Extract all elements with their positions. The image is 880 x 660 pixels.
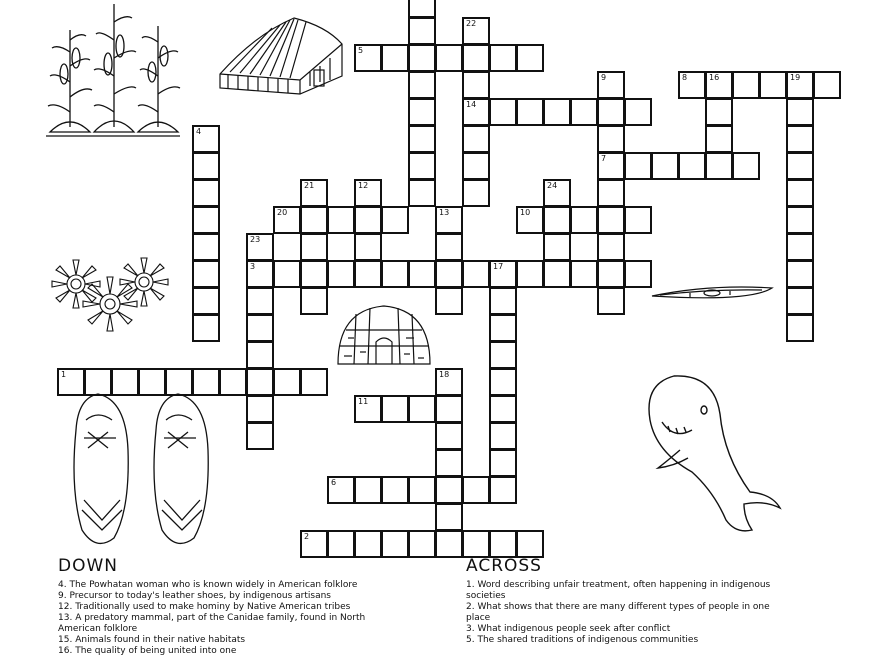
grid-cell[interactable]: [381, 530, 409, 558]
grid-cell[interactable]: [786, 152, 814, 180]
grid-cell[interactable]: [354, 206, 382, 234]
grid-cell[interactable]: [624, 260, 652, 288]
grid-cell[interactable]: [408, 0, 436, 18]
grid-cell[interactable]: [462, 71, 490, 99]
clue-number: 9: [601, 73, 607, 82]
grid-cell[interactable]: [273, 260, 301, 288]
grid-cell[interactable]: [354, 530, 382, 558]
grid-cell[interactable]: [651, 152, 679, 180]
clue-number: 11: [358, 397, 369, 406]
clue-number: 19: [790, 73, 801, 82]
grid-cell[interactable]: [273, 206, 301, 234]
sunflowers-icon: [46, 254, 174, 334]
kayak-icon: [650, 284, 774, 308]
grid-cell[interactable]: [597, 71, 625, 99]
grid-cell[interactable]: [354, 395, 382, 423]
grid-cell[interactable]: [300, 260, 328, 288]
clue-number: 22: [466, 19, 477, 28]
grid-cell[interactable]: [408, 395, 436, 423]
grid-cell[interactable]: [597, 152, 625, 180]
grid-cell[interactable]: [381, 395, 409, 423]
grid-cell[interactable]: [435, 449, 463, 477]
grid-cell[interactable]: [786, 233, 814, 261]
grid-cell[interactable]: [435, 368, 463, 396]
grid-cell[interactable]: [597, 98, 625, 126]
clue-down-15: 15. Animals found in their native habitats: [58, 635, 246, 645]
grid-cell[interactable]: [381, 206, 409, 234]
grid-cell[interactable]: [705, 152, 733, 180]
grid-cell[interactable]: [705, 98, 733, 126]
grid-cell[interactable]: [786, 287, 814, 315]
grid-cell[interactable]: [408, 44, 436, 72]
grid-cell[interactable]: [489, 260, 517, 288]
grid-cell[interactable]: [354, 44, 382, 72]
grid-cell[interactable]: [462, 44, 490, 72]
grid-cell[interactable]: [516, 530, 544, 558]
grid-cell[interactable]: [219, 368, 247, 396]
clue-number: 2: [304, 532, 310, 541]
grid-cell[interactable]: [489, 476, 517, 504]
grid-cell[interactable]: [327, 530, 355, 558]
clue-number: 20: [277, 208, 288, 217]
grid-cell[interactable]: [246, 368, 274, 396]
grid-cell[interactable]: [192, 233, 220, 261]
grid-cell[interactable]: [192, 125, 220, 153]
grid-cell[interactable]: [435, 422, 463, 450]
grid-cell[interactable]: [624, 98, 652, 126]
longhouse-icon: [216, 14, 346, 96]
grid-cell[interactable]: [408, 152, 436, 180]
across-clues: [466, 556, 786, 646]
grid-cell[interactable]: [300, 206, 328, 234]
clue-across-1: 1. Word describing unfair treatment, often happening in indigenous societies: [466, 580, 771, 601]
grid-cell[interactable]: [354, 476, 382, 504]
grid-cell[interactable]: [732, 152, 760, 180]
clue-number: 6: [331, 478, 337, 487]
grid-cell[interactable]: [597, 260, 625, 288]
clue-number: 18: [439, 370, 450, 379]
grid-cell[interactable]: [786, 179, 814, 207]
grid-cell[interactable]: [462, 179, 490, 207]
across-clue-list: [466, 580, 786, 646]
grid-cell[interactable]: [516, 44, 544, 72]
grid-cell[interactable]: [192, 260, 220, 288]
grid-cell[interactable]: [192, 152, 220, 180]
clue-number: 7: [601, 154, 607, 163]
grid-cell[interactable]: [354, 179, 382, 207]
grid-cell[interactable]: [678, 152, 706, 180]
grid-cell[interactable]: [246, 314, 274, 342]
clue-number: 23: [250, 235, 261, 244]
grid-cell[interactable]: [435, 395, 463, 423]
clue-down-16: 16. The quality of being united into one: [58, 646, 237, 656]
grid-cell[interactable]: [543, 233, 571, 261]
clue-number: 24: [547, 181, 558, 190]
grid-cell[interactable]: [300, 179, 328, 207]
grid-cell[interactable]: [597, 233, 625, 261]
grid-cell[interactable]: [462, 530, 490, 558]
clue-down-12: 12. Traditionally used to make hominy by Native American tribes: [58, 602, 351, 612]
grid-cell[interactable]: [246, 233, 274, 261]
grid-cell[interactable]: [435, 233, 463, 261]
clue-down-13: 13. A predatory mammal, part of the Canidae family, found in North American folklore: [58, 613, 366, 634]
grid-cell[interactable]: [462, 17, 490, 45]
down-clue-list: [58, 580, 388, 657]
clue-number: 10: [520, 208, 531, 217]
grid-cell[interactable]: [489, 449, 517, 477]
clue-number: 14: [466, 100, 477, 109]
clue-down-9: 9. Precursor to today's leather shoes, by indigenous artisans: [58, 591, 332, 601]
grid-cell[interactable]: [192, 287, 220, 315]
grid-cell[interactable]: [516, 98, 544, 126]
down-clues: [58, 556, 388, 657]
grid-cell[interactable]: [462, 152, 490, 180]
grid-cell[interactable]: [732, 71, 760, 99]
grid-cell[interactable]: [192, 179, 220, 207]
clue-number: 3: [250, 262, 256, 271]
grid-cell[interactable]: [759, 71, 787, 99]
grid-cell[interactable]: [813, 71, 841, 99]
grid-cell[interactable]: [192, 206, 220, 234]
clue-number: 21: [304, 181, 315, 190]
grid-cell[interactable]: [435, 503, 463, 531]
clue-number: 16: [709, 73, 720, 82]
grid-cell[interactable]: [435, 260, 463, 288]
clue-across-5: 5. The shared traditions of indigenous communities: [466, 635, 699, 645]
grid-cell[interactable]: [462, 98, 490, 126]
grid-cell[interactable]: [408, 530, 436, 558]
grid-cell[interactable]: [381, 260, 409, 288]
clue-number: 13: [439, 208, 450, 217]
grid-cell[interactable]: [408, 71, 436, 99]
grid-cell[interactable]: [246, 341, 274, 369]
grid-cell[interactable]: [570, 260, 598, 288]
grid-cell[interactable]: [489, 341, 517, 369]
grid-cell[interactable]: [408, 125, 436, 153]
across-heading: ACROSS: [466, 556, 542, 576]
clue-number: 17: [493, 262, 504, 271]
clue-across-2: 2. What shows that there are many different types of people in one place: [466, 602, 770, 623]
grid-cell[interactable]: [489, 287, 517, 315]
grid-cell[interactable]: [543, 260, 571, 288]
grid-cell[interactable]: [597, 179, 625, 207]
grid-cell[interactable]: [408, 476, 436, 504]
clue-number: 4: [196, 127, 202, 136]
grid-cell[interactable]: [489, 98, 517, 126]
grid-cell[interactable]: [786, 314, 814, 342]
grid-cell[interactable]: [516, 260, 544, 288]
grid-cell[interactable]: [408, 179, 436, 207]
grid-cell[interactable]: [624, 206, 652, 234]
clue-down-4: 4. The Powhatan woman who is known widely in American folklore: [58, 580, 358, 590]
grid-cell[interactable]: [489, 44, 517, 72]
grid-cell[interactable]: [543, 179, 571, 207]
clue-number: 8: [682, 73, 688, 82]
grid-cell[interactable]: [273, 368, 301, 396]
grid-cell[interactable]: [381, 44, 409, 72]
grid-cell[interactable]: [435, 206, 463, 234]
grid-cell[interactable]: [489, 368, 517, 396]
wigwam-icon: [334, 300, 434, 370]
grid-cell[interactable]: [408, 260, 436, 288]
grid-cell[interactable]: [462, 125, 490, 153]
grid-cell[interactable]: [300, 530, 328, 558]
grid-cell[interactable]: [597, 287, 625, 315]
moccasins-icon: [62, 390, 222, 552]
grid-cell[interactable]: [327, 260, 355, 288]
grid-cell[interactable]: [462, 260, 490, 288]
grid-cell[interactable]: [300, 368, 328, 396]
grid-cell[interactable]: [246, 422, 274, 450]
grid-cell[interactable]: [489, 422, 517, 450]
grid-cell[interactable]: [435, 287, 463, 315]
clue-number: 12: [358, 181, 369, 190]
grid-cell[interactable]: [570, 206, 598, 234]
grid-cell[interactable]: [354, 233, 382, 261]
grid-cell[interactable]: [435, 476, 463, 504]
grid-cell[interactable]: [327, 476, 355, 504]
grid-cell[interactable]: [705, 125, 733, 153]
corn-stalks-icon: [42, 2, 184, 138]
grid-cell[interactable]: [381, 476, 409, 504]
grid-cell[interactable]: [786, 71, 814, 99]
grid-cell[interactable]: [786, 206, 814, 234]
grid-cell[interactable]: [354, 260, 382, 288]
grid-cell[interactable]: [246, 260, 274, 288]
beluga-whale-icon: [640, 370, 790, 540]
grid-cell[interactable]: [543, 206, 571, 234]
clue-number: 5: [358, 46, 364, 55]
down-heading: DOWN: [58, 556, 118, 576]
grid-cell[interactable]: [246, 287, 274, 315]
grid-cell[interactable]: [300, 287, 328, 315]
grid-cell[interactable]: [570, 98, 598, 126]
grid-cell[interactable]: [543, 98, 571, 126]
clue-across-3: 3. What indigenous people seek after conflict: [466, 624, 671, 634]
clue-number: [412, 0, 422, 1]
grid-cell[interactable]: [786, 125, 814, 153]
grid-cell[interactable]: [192, 314, 220, 342]
grid-cell[interactable]: [489, 530, 517, 558]
grid-cell[interactable]: [300, 233, 328, 261]
grid-cell[interactable]: [786, 98, 814, 126]
grid-cell[interactable]: [327, 206, 355, 234]
grid-cell[interactable]: [408, 98, 436, 126]
grid-cell[interactable]: [624, 152, 652, 180]
grid-cell[interactable]: [246, 395, 274, 423]
grid-cell[interactable]: [408, 17, 436, 45]
grid-cell[interactable]: [678, 71, 706, 99]
grid-cell[interactable]: [435, 530, 463, 558]
grid-cell[interactable]: [597, 125, 625, 153]
grid-cell[interactable]: [597, 206, 625, 234]
grid-cell[interactable]: [705, 71, 733, 99]
grid-cell[interactable]: [786, 260, 814, 288]
grid-cell[interactable]: [516, 206, 544, 234]
grid-cell[interactable]: [489, 395, 517, 423]
grid-cell[interactable]: [462, 476, 490, 504]
clue-number: 1: [61, 370, 67, 379]
grid-cell[interactable]: [489, 314, 517, 342]
grid-cell[interactable]: [435, 44, 463, 72]
